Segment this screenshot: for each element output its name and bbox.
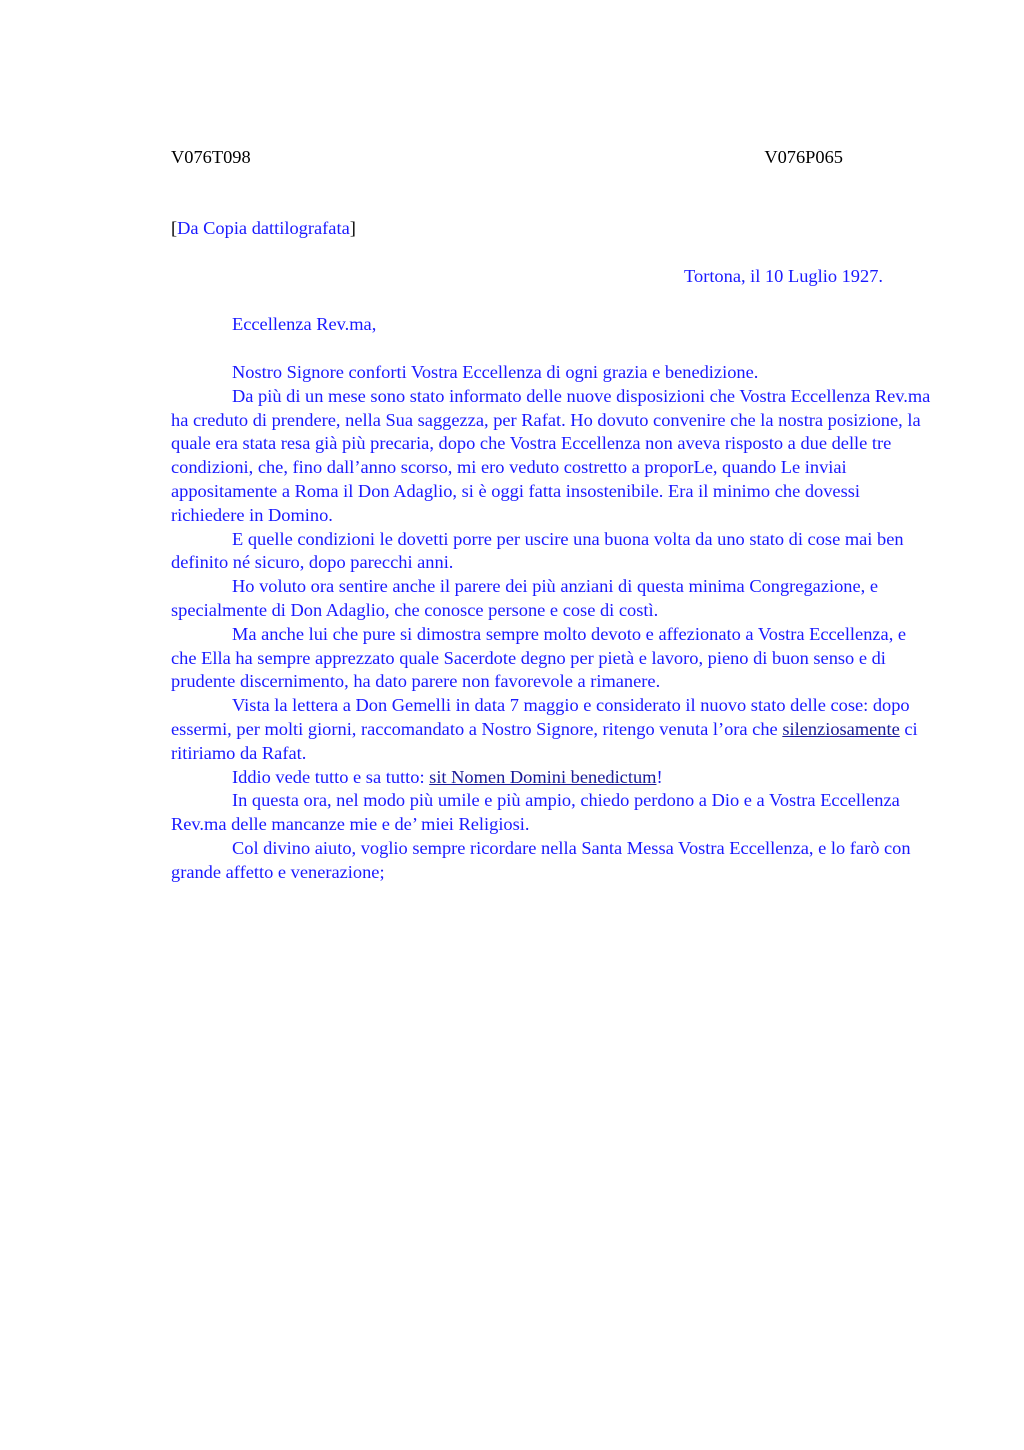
paragraph-4: Ho voluto ora sentire anche il parere dei più anziani di questa minima Congregazione, e specialmente di Don Adaglio, che conosce persone e cose di costì. bbox=[171, 576, 878, 620]
source-note-close-bracket: ] bbox=[349, 218, 356, 238]
source-note bbox=[171, 218, 356, 239]
paragraph-8: In questa ora, nel modo più umile e più ampio, chiedo perdono a Dio e a Vostra Eccellenza Rev.ma delle mancanze mie e de’ miei Religiosi. bbox=[171, 790, 900, 835]
source-note-text: Da Copia dattilografata bbox=[177, 218, 350, 238]
underlined-silenziosamente: silenziosamente bbox=[782, 718, 900, 739]
paragraph-6-after: ci ritiriamo da Rafat. bbox=[171, 718, 918, 763]
paragraph-3: E quelle condizioni le dovetti porre per uscire una buona volta da uno stato di cose mai ben definito né sicuro, dopo parecchi anni. bbox=[171, 528, 904, 573]
document-code-right: V076P065 bbox=[764, 147, 843, 167]
paragraph-6 bbox=[171, 694, 931, 765]
paragraph-1: Nostro Signore conforti Vostra Eccellenza di ogni grazia e benedizione. bbox=[232, 362, 759, 382]
source-note-open-bracket: [ bbox=[171, 218, 178, 238]
paragraph-9: Col divino aiuto, voglio sempre ricordare nella Santa Messa Vostra Eccellenza, e lo farò con grande affetto e venerazione; bbox=[171, 837, 911, 882]
paragraph-2: Da più di un mese sono stato informato delle nuove disposizioni che Vostra Eccellenza Rev.ma ha creduto di prendere, nella Sua saggezza, per Rafat. Ho dovuto convenire che la nostra posizione, la quale era stata resa già più precaria, dopo che Vostra Eccellenza non aveva risposto a due delle tre condizioni, che, fino dall’anno scorso, mi ero veduto costretto a proporLe, quando Le inviai appositamente a Roma il Don Adaglio, si è oggi fatta insostenibile. Era il minimo che dovessi richiedere in Domino. bbox=[171, 385, 931, 525]
paragraph-7 bbox=[171, 766, 931, 790]
paragraph-5: Ma anche lui che pure si dimostra sempre molto devoto e affezionato a Vostra Eccellenza, e che Ella ha sempre apprezzato quale Sacerdote degno per pietà e lavoro, pieno di buon senso e di prudente discernimento, ha dato parere non favorevole a rimanere. bbox=[171, 623, 907, 692]
letter-date: Tortona, il 10 Luglio 1927. bbox=[684, 266, 883, 286]
paragraph-7-before: Iddio vede tutto e sa tutto: bbox=[232, 766, 430, 787]
paragraph-6-before: Vista la lettera a Don Gemelli in data 7 maggio e considerato il nuovo stato delle cose: dopo essermi, per molti giorni, raccomandato a Nostro Signore, ritengo venuta l’ora che bbox=[171, 695, 910, 739]
letter-salutation: Eccellenza Rev.ma, bbox=[232, 314, 377, 334]
underlined-latin-phrase: sit Nomen Domini benedictum bbox=[429, 766, 657, 787]
document-code-left: V076T098 bbox=[171, 147, 251, 167]
document-header bbox=[171, 147, 843, 171]
paragraph-7-after: ! bbox=[656, 766, 663, 787]
letter-body bbox=[171, 361, 931, 885]
